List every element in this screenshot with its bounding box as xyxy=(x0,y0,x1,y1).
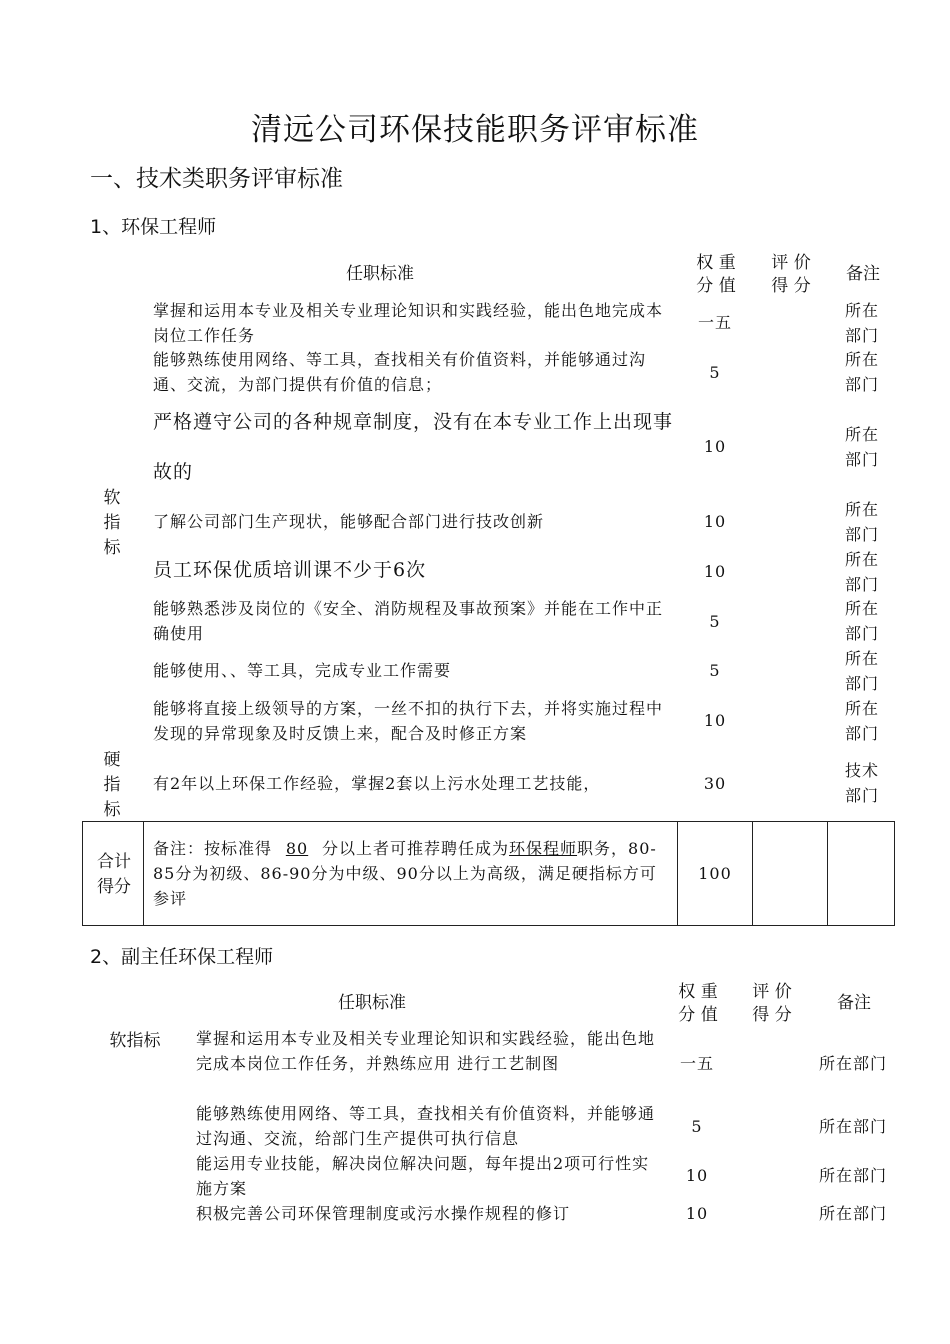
weight-row-5: 10 xyxy=(703,562,727,581)
criteria-row-3: 严格遵守公司的各种规章制度，没有在本专业工作上出现事故的 xyxy=(153,411,674,483)
note2-row-2: 所在部门 xyxy=(818,1117,887,1136)
criteria-row-2: 能够熟练使用网络、等工具，查找相关有价值资料，并能够通过沟通、交流，为部门提供有价值的信息； xyxy=(153,350,647,394)
criteria2-row-3: 能运用专业技能，解决岗位解决问题，每年提出2项可行性实施方案 xyxy=(196,1154,650,1198)
note-row-3: 所在 部门 xyxy=(844,425,879,469)
weight-row-6: 5 xyxy=(709,612,721,631)
document-title: 清远公司环保技能职务评审标准 xyxy=(251,112,699,148)
header2-criteria: 任职标准 xyxy=(338,993,406,1013)
note-row-8: 所在 部门 xyxy=(844,699,879,743)
note2-row-4: 所在部门 xyxy=(818,1204,887,1223)
weight2-row-1: 一五 xyxy=(679,1054,714,1073)
header-criteria: 任职标准 xyxy=(346,264,414,284)
note-row-2: 所在 部门 xyxy=(844,350,879,394)
criteria-row-6: 能够熟悉涉及岗位的《安全、消防规程及事故预案》并能在工作中正确使用 xyxy=(153,599,664,643)
note-row-4: 所在 部门 xyxy=(844,500,879,544)
note-row-7: 所在 部门 xyxy=(844,649,879,693)
weight2-row-4: 10 xyxy=(685,1204,709,1223)
criteria2-row-2: 能够熟练使用网络、等工具，查找相关有价值资料，并能够通过沟通、交流，给部门生产提供可执行信息 xyxy=(196,1104,656,1148)
header2-score: 评 价 得 分 xyxy=(752,982,792,1025)
position-name: 环保程师 xyxy=(509,839,578,858)
weight-row-1: 一五 xyxy=(697,313,732,332)
total-remark: 备注：按标准得 80 分以上者可推荐聘任成为环保程师职务，80-85分为初级、86-90分为中级、90分以上为高级，满足硬指标方可参评 xyxy=(153,836,673,911)
weight-row-7: 5 xyxy=(709,661,721,680)
criteria2-row-1: 掌握和运用本专业及相关专业理论知识和实践经验，能出色地完成本岗位工作任务，并熟练应用 进行工艺制图 xyxy=(196,1029,656,1073)
total-weight: 100 xyxy=(698,864,732,883)
note-row-1: 所在 部门 xyxy=(844,301,879,345)
subsection-heading-engineer: 1、环保工程师 xyxy=(90,216,217,238)
note2-row-3: 所在部门 xyxy=(818,1166,887,1185)
weight2-row-3: 10 xyxy=(685,1166,709,1185)
weight-row-4: 10 xyxy=(703,512,727,531)
subsection-heading-deputy: 2、副主任环保工程师 xyxy=(90,946,274,968)
weight2-row-2: 5 xyxy=(691,1117,703,1136)
note-row-9: 技术 部门 xyxy=(844,761,879,805)
criteria-row-7: 能够使用、、等工具，完成专业工作需要 xyxy=(153,661,452,680)
header2-note: 备注 xyxy=(837,993,871,1013)
note2-row-1: 所在部门 xyxy=(818,1054,887,1073)
header-score: 评 价 得 分 xyxy=(771,253,811,296)
section-heading-technical: 一、技术类职务评审标准 xyxy=(90,166,343,192)
weight-row-9: 30 xyxy=(703,774,727,793)
criteria2-row-4: 积极完善公司环保管理制度或污水操作规程的修订 xyxy=(196,1204,571,1223)
note-row-5: 所在 部门 xyxy=(844,550,879,594)
category2-soft: 软指标 xyxy=(109,1031,161,1051)
criteria-row-4: 了解公司部门生产现状，能够配合部门进行技改创新 xyxy=(153,512,545,531)
score-threshold: 80 xyxy=(285,839,309,858)
criteria-row-1: 掌握和运用本专业及相关专业理论知识和实践经验，能出色地完成本岗位工作任务 xyxy=(153,301,664,345)
criteria-row-8: 能够将直接上级领导的方案，一丝不扣的执行下去，并将实施过程中发现的异常现象及时反馈上来，配合及时修正方案 xyxy=(153,699,664,743)
category-soft: 软 指 标 xyxy=(103,488,121,558)
category-hard: 硬 指 标 xyxy=(103,750,121,820)
header-note: 备注 xyxy=(846,264,880,284)
total-label: 合计 得分 xyxy=(97,852,131,897)
weight-row-2: 5 xyxy=(709,363,721,382)
header-weight: 权 重 分 值 xyxy=(696,253,736,296)
criteria-row-9: 有2年以上环保工作经验，掌握2套以上污水处理工艺技能， xyxy=(153,774,601,793)
weight-row-8: 10 xyxy=(703,711,727,730)
note-row-6: 所在 部门 xyxy=(844,599,879,643)
criteria-row-5: 员工环保优质培训课不少于6次 xyxy=(153,559,427,581)
header2-weight: 权 重 分 值 xyxy=(678,982,718,1025)
weight-row-3: 10 xyxy=(703,437,727,456)
